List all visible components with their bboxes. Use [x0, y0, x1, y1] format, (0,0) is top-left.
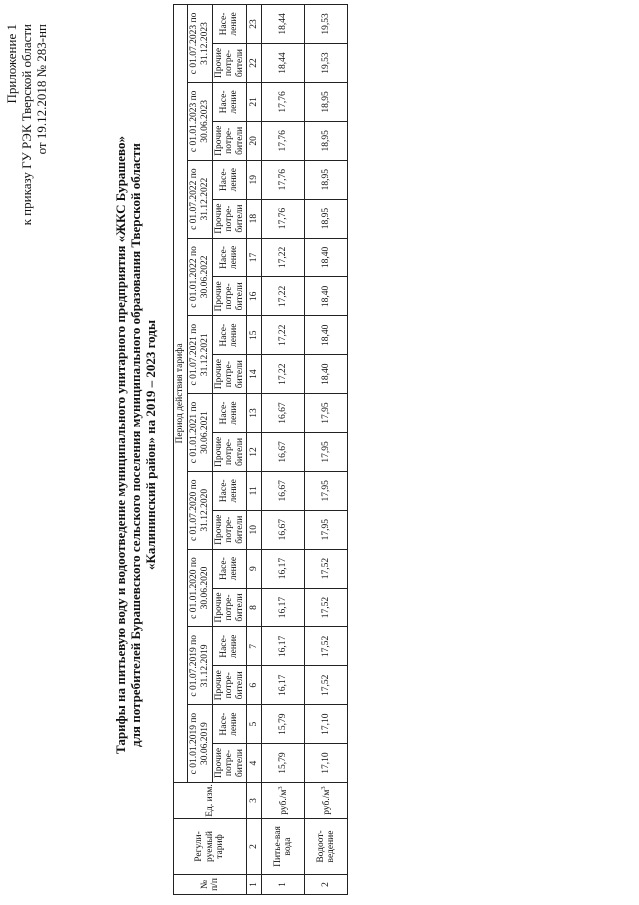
header-population: Насе-ление [212, 471, 247, 510]
header-other-consumers: Прочие потре-бители [212, 510, 247, 549]
header-date-range: с 01.01.2023 по 30.06.2023 [187, 82, 212, 160]
header-population: Насе-ление [212, 238, 247, 277]
tariff-value: 17,95 [305, 510, 348, 549]
unit-superscript: 3 [277, 786, 285, 790]
header-service: Регули-руемый тариф [174, 819, 247, 875]
tariff-value: 17,52 [305, 588, 348, 627]
tariff-value: 18,40 [305, 238, 348, 277]
column-number: 13 [247, 394, 262, 433]
tariff-value: 15,79 [262, 705, 305, 744]
column-number: 16 [247, 277, 262, 316]
column-number: 6 [247, 666, 262, 705]
header-other-consumers: Прочие потре-бители [212, 432, 247, 471]
tariff-value: 18,40 [305, 277, 348, 316]
tariff-value: 16,67 [262, 471, 305, 510]
tariff-value: 17,76 [262, 121, 305, 160]
row-unit [305, 783, 348, 819]
tariff-value: 16,17 [262, 627, 305, 666]
header-other-consumers: Прочие потре-бители [212, 121, 247, 160]
row-service: Питье-вая вода [262, 819, 305, 875]
tariff-value: 17,95 [305, 394, 348, 433]
unit-text: руб./м [322, 789, 333, 815]
header-population: Насе-ление [212, 316, 247, 355]
tariff-value: 17,10 [305, 705, 348, 744]
column-number: 12 [247, 432, 262, 471]
tariff-value: 18,44 [262, 44, 305, 83]
tariff-value: 16,67 [262, 432, 305, 471]
tariff-value: 17,10 [305, 744, 348, 783]
tariff-value: 16,17 [262, 549, 305, 588]
column-number: 3 [247, 783, 262, 819]
tariff-value: 17,76 [262, 160, 305, 199]
tariff-value: 16,17 [262, 666, 305, 705]
header-other-consumers: Прочие потре-бители [212, 588, 247, 627]
appendix-line: Приложение 1 [4, 24, 19, 104]
row-number: 1 [262, 875, 305, 895]
header-date-range: с 01.01.2019 по 30.06.2019 [187, 705, 212, 783]
appendix-line: к приказу ГУ РЭК Тверской области [19, 24, 34, 226]
header-other-consumers: Прочие потре-бители [212, 277, 247, 316]
header-unit: Ед. изм. [174, 783, 247, 819]
tariff-value: 17,52 [305, 549, 348, 588]
column-number: 5 [247, 705, 262, 744]
header-population: Насе-ление [212, 627, 247, 666]
tariff-value: 18,40 [305, 316, 348, 355]
header-other-consumers: Прочие потре-бители [212, 44, 247, 83]
column-number: 17 [247, 238, 262, 277]
header-date-range: с 01.01.2022 по 30.06.2022 [187, 238, 212, 316]
tariff-value: 16,67 [262, 510, 305, 549]
tariff-value: 16,17 [262, 588, 305, 627]
row-service: Водоот-ведение [305, 819, 348, 875]
header-date-range: с 01.07.2020 по 31.12.2020 [187, 471, 212, 549]
column-number: 19 [247, 160, 262, 199]
tariff-value: 18,95 [305, 121, 348, 160]
tariff-value: 17,22 [262, 316, 305, 355]
tariff-value: 18,44 [262, 4, 305, 43]
header-other-consumers: Прочие потре-бители [212, 666, 247, 705]
header-date-range: с 01.07.2019 по 31.12.2019 [187, 627, 212, 705]
tariff-value: 17,22 [262, 355, 305, 394]
header-date-range: с 01.07.2023 по 31.12.2023 [187, 4, 212, 82]
tariff-value: 17,95 [305, 471, 348, 510]
tariff-value: 17,76 [262, 199, 305, 238]
title-line: Тарифы на питьевую воду и водоотведение муниципального унитарного предприятия «ЖКС Бурашево» [113, 136, 128, 754]
header-other-consumers: Прочие потре-бители [212, 355, 247, 394]
header-date-range: с 01.07.2022 по 31.12.2022 [187, 160, 212, 238]
tariff-value: 17,52 [305, 627, 348, 666]
column-number: 18 [247, 199, 262, 238]
column-number: 10 [247, 510, 262, 549]
header-date-range: с 01.07.2021 по 31.12.2021 [187, 316, 212, 394]
header-population: Насе-ление [212, 394, 247, 433]
tariff-value: 17,95 [305, 432, 348, 471]
title-line: для потребителей Бурашевского сельского поселения муниципального образования Тверской области [128, 143, 143, 747]
tariff-value: 19,53 [305, 4, 348, 43]
column-number: 7 [247, 627, 262, 666]
document-title [113, 95, 158, 795]
appendix-block [4, 24, 49, 225]
unit-superscript: 3 [320, 786, 328, 790]
column-number: 9 [247, 549, 262, 588]
column-number: 20 [247, 121, 262, 160]
header-other-consumers: Прочие потре-бители [212, 744, 247, 783]
column-number: 4 [247, 744, 262, 783]
appendix-line: от 19.12.2018 № 283-нп [34, 24, 49, 155]
tariff-value: 18,40 [305, 355, 348, 394]
tariff-value: 17,52 [305, 666, 348, 705]
tariff-value: 17,76 [262, 82, 305, 121]
header-other-consumers: Прочие потре-бители [212, 199, 247, 238]
header-population: Насе-ление [212, 82, 247, 121]
column-number: 22 [247, 44, 262, 83]
column-number: 15 [247, 316, 262, 355]
tariff-value: 16,67 [262, 394, 305, 433]
tariff-value: 17,22 [262, 277, 305, 316]
column-number: 2 [247, 819, 262, 875]
row-number: 2 [305, 875, 348, 895]
column-number: 1 [247, 875, 262, 895]
header-num: № п/п [174, 875, 247, 895]
tariff-value: 15,79 [262, 744, 305, 783]
header-period: Период действия тарифа [174, 4, 188, 782]
header-population: Насе-ление [212, 549, 247, 588]
column-number: 14 [247, 355, 262, 394]
column-number: 23 [247, 4, 262, 43]
title-line: «Калининский район» на 2019 – 2023 годы [143, 320, 158, 570]
header-date-range: с 01.01.2021 по 30.06.2021 [187, 394, 212, 472]
tariff-value: 18,95 [305, 199, 348, 238]
header-population: Насе-ление [212, 705, 247, 744]
tariff-value: 18,95 [305, 82, 348, 121]
unit-text: руб./м [279, 789, 290, 815]
tariff-value: 18,95 [305, 160, 348, 199]
table-row [262, 4, 305, 894]
tariff-value: 19,53 [305, 44, 348, 83]
column-number: 8 [247, 588, 262, 627]
header-date-range: с 01.01.2020 по 30.06.2020 [187, 549, 212, 627]
column-number: 21 [247, 82, 262, 121]
header-population: Насе-ление [212, 4, 247, 43]
column-number: 11 [247, 471, 262, 510]
tariff-value: 17,22 [262, 238, 305, 277]
row-unit [262, 783, 305, 819]
tariff-table [173, 4, 348, 895]
header-population: Насе-ление [212, 160, 247, 199]
table-row [305, 4, 348, 894]
